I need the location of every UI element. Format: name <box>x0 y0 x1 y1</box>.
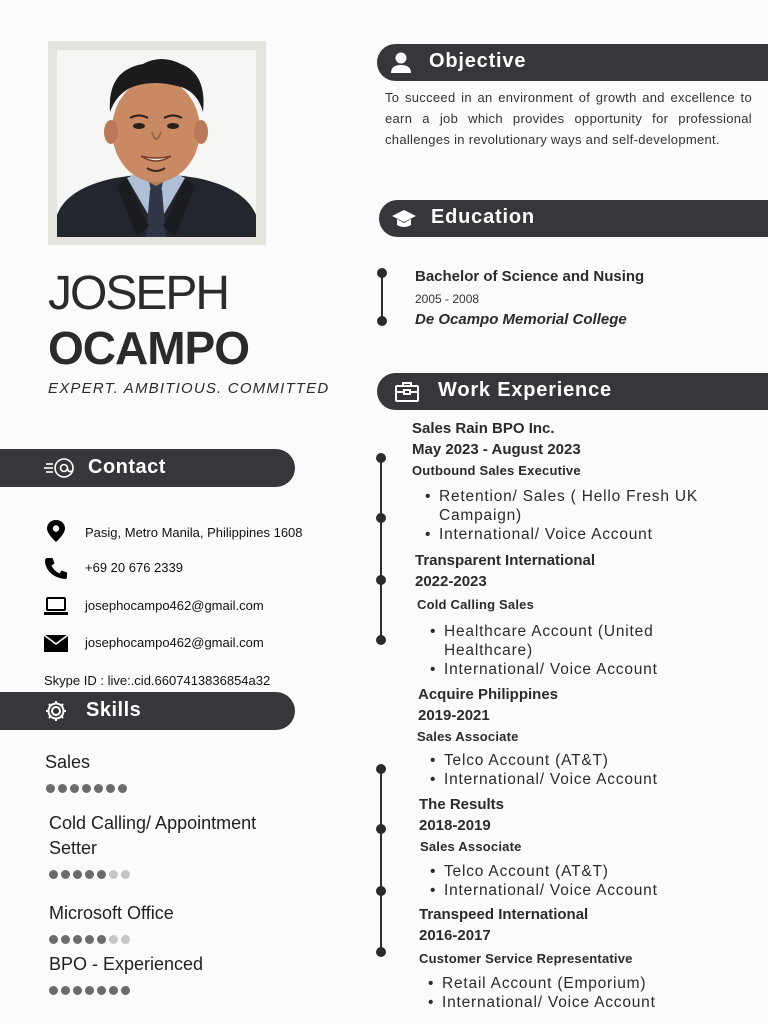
rating-dot-filled <box>61 870 70 879</box>
gear-icon <box>44 699 68 723</box>
rating-dot-filled <box>85 870 94 879</box>
person-portrait-illustration <box>57 50 256 237</box>
rating-dot-filled <box>49 986 58 995</box>
contact-address: Pasig, Metro Manila, Philippines 1608 <box>85 525 303 540</box>
job-company: The Results <box>419 796 505 813</box>
location-pin-icon <box>43 519 69 543</box>
job-dates: 2018-2019 <box>419 817 491 834</box>
job-bullet: • International/ Voice Account <box>430 881 730 900</box>
rating-dot-filled <box>70 784 79 793</box>
education-school: De Ocampo Memorial College <box>415 311 627 328</box>
job-bullets <box>430 751 730 789</box>
job-title: Sales Associate <box>420 839 522 854</box>
rating-dot-empty <box>109 870 118 879</box>
rating-dot-filled <box>118 784 127 793</box>
timeline-dot <box>377 316 387 326</box>
work-timeline-line <box>380 458 382 640</box>
timeline-dot <box>376 764 386 774</box>
laptop-icon <box>43 594 69 618</box>
contact-banner <box>0 449 295 487</box>
skills-heading: Skills <box>86 699 142 721</box>
rating-dot-filled <box>58 784 67 793</box>
job-title: Sales Associate <box>417 729 519 744</box>
job-bullets <box>425 487 725 544</box>
contact-email-secondary[interactable]: josephocampo462@gmail.com <box>85 635 264 650</box>
job-title: Cold Calling Sales <box>417 597 535 612</box>
job-title: Customer Service Representative <box>419 951 633 966</box>
rating-dot-empty <box>121 935 130 944</box>
rating-dot-filled <box>61 986 70 995</box>
last-name: OCAMPO <box>48 322 249 374</box>
job-title: Outbound Sales Executive <box>412 463 581 478</box>
envelope-icon <box>43 631 69 655</box>
education-timeline-line <box>381 273 383 321</box>
contact-heading: Contact <box>88 456 166 478</box>
timeline-dot <box>376 947 386 957</box>
rating-dot-filled <box>85 935 94 944</box>
rating-dot-filled <box>73 986 82 995</box>
job-dates: May 2023 - August 2023 <box>412 441 581 458</box>
job-bullet: • Retention/ Sales ( Hello Fresh UK Campaign) <box>425 487 725 525</box>
skill-name: BPO - Experienced <box>49 954 204 974</box>
rating-dot-filled <box>97 986 106 995</box>
education-years: 2005 - 2008 <box>415 292 480 306</box>
rating-dot-filled <box>49 870 58 879</box>
skill-name: Sales <box>45 752 91 772</box>
job-bullets <box>430 622 690 679</box>
job-company: Sales Rain BPO Inc. <box>412 420 555 437</box>
timeline-dot <box>377 268 387 278</box>
profile-photo-frame <box>48 41 266 245</box>
objective-text: To succeed in an environment of growth and excellence to earn a job which provides opportunity for professional challenges in revolutionary ways and self-development. <box>385 90 752 147</box>
skill-name: Microsoft Office <box>49 903 174 923</box>
rating-dot-filled <box>97 935 106 944</box>
job-bullets <box>428 974 728 1012</box>
rating-dot-filled <box>121 986 130 995</box>
rating-dot-filled <box>109 986 118 995</box>
timeline-dot <box>376 886 386 896</box>
rating-dot-filled <box>46 784 55 793</box>
job-bullet: • Retail Account (Emporium) <box>428 974 728 993</box>
rating-dot-filled <box>85 986 94 995</box>
skill-rating <box>49 870 130 879</box>
contact-phone: +69 20 676 2339 <box>85 560 183 575</box>
tagline: EXPERT. AMBITIOUS. COMMITTED <box>48 380 330 397</box>
timeline-dot <box>376 453 386 463</box>
job-dates: 2022-2023 <box>415 573 487 590</box>
briefcase-icon <box>394 379 420 405</box>
rating-dot-filled <box>73 935 82 944</box>
job-dates: 2019-2021 <box>418 707 490 724</box>
job-bullet: • International/ Voice Account <box>428 993 728 1012</box>
rating-dot-empty <box>109 935 118 944</box>
timeline-dot <box>376 513 386 523</box>
skills-banner <box>0 692 295 730</box>
objective-heading: Objective <box>429 50 527 72</box>
job-company: Transpeed International <box>419 906 589 923</box>
user-icon <box>388 50 414 76</box>
rating-dot-filled <box>82 784 91 793</box>
contact-at-icon <box>44 456 78 480</box>
education-banner <box>379 200 768 237</box>
skill-rating <box>49 935 130 944</box>
job-bullet: • Healthcare Account (United Healthcare) <box>430 622 690 660</box>
timeline-dot <box>376 824 386 834</box>
contact-email-primary[interactable]: josephocampo462@gmail.com <box>85 598 264 613</box>
graduation-cap-icon <box>391 206 417 232</box>
job-bullet: • International/ Voice Account <box>430 660 690 679</box>
rating-dot-filled <box>73 870 82 879</box>
job-bullet: • International/ Voice Account <box>425 525 725 544</box>
skill-name: Cold Calling/ Appointment Setter <box>49 813 257 858</box>
phone-icon <box>43 556 69 580</box>
rating-dot-empty <box>121 870 130 879</box>
job-company: Transparent International <box>415 552 596 569</box>
rating-dot-filled <box>106 784 115 793</box>
education-heading: Education <box>431 206 535 228</box>
job-bullet: • Telco Account (AT&T) <box>430 862 730 881</box>
contact-skype: Skype ID : live:.cid.6607413836854a32 <box>44 673 271 688</box>
skill-rating <box>49 986 130 995</box>
job-company: Acquire Philippines <box>418 686 559 703</box>
job-dates: 2016-2017 <box>419 927 491 944</box>
timeline-dot <box>376 635 386 645</box>
skill-rating <box>46 784 127 793</box>
job-bullet: • International/ Voice Account <box>430 770 730 789</box>
objective-banner <box>377 44 768 81</box>
rating-dot-filled <box>97 870 106 879</box>
rating-dot-filled <box>49 935 58 944</box>
job-bullet: • Telco Account (AT&T) <box>430 751 730 770</box>
rating-dot-filled <box>61 935 70 944</box>
rating-dot-filled <box>94 784 103 793</box>
first-name: JOSEPH <box>48 267 229 320</box>
job-bullets <box>430 862 730 900</box>
education-degree: Bachelor of Science and Nusing <box>415 268 645 285</box>
profile-photo <box>57 50 256 237</box>
work-banner <box>377 373 768 410</box>
work-heading: Work Experience <box>438 379 612 401</box>
work-timeline-line <box>380 769 382 953</box>
timeline-dot <box>376 575 386 585</box>
